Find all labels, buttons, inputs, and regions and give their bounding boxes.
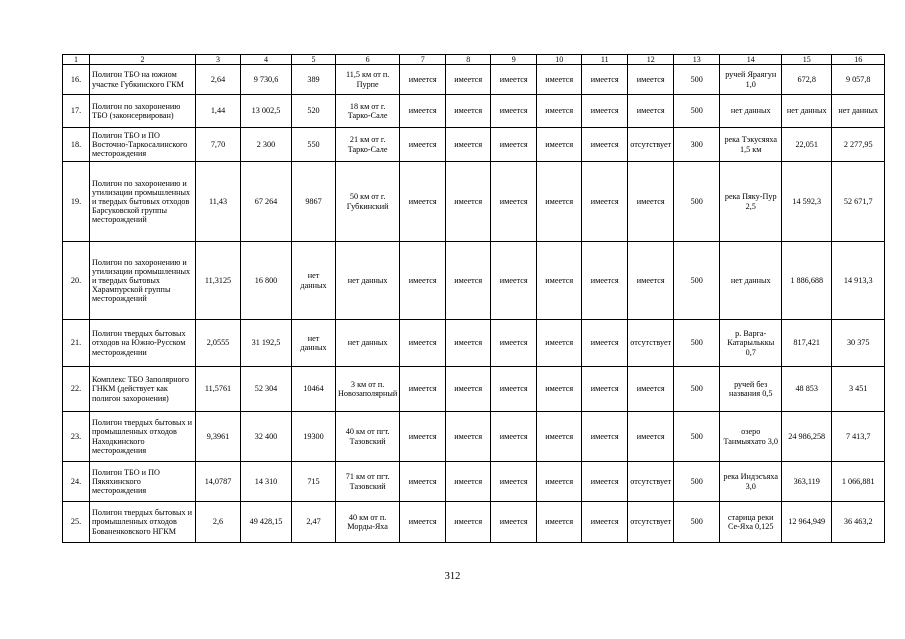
table-cell: имеется (446, 320, 491, 367)
row-number-cell: 16. (63, 65, 90, 95)
table-cell: 16 800 (241, 242, 292, 320)
table-cell: имеется (446, 65, 491, 95)
facility-name-cell: Полигон по захоронению ТБО (законсервирован) (90, 95, 196, 128)
row-number-cell: 25. (63, 502, 90, 543)
table-cell: ручей Яраягун 1,0 (720, 65, 782, 95)
table-cell: имеется (446, 162, 491, 242)
table-cell: 672,8 (782, 65, 832, 95)
table-cell: имеется (400, 128, 446, 162)
table-cell: 52 304 (241, 367, 292, 412)
column-number-cell: 15 (782, 55, 832, 65)
table-cell: отсутствует (628, 320, 674, 367)
table-cell: 2,47 (292, 502, 336, 543)
table-cell: имеется (628, 412, 674, 462)
facility-name-cell: Полигон твердых бытовых отходов на Южно-Русском месторождении (90, 320, 196, 367)
table-cell: имеется (491, 412, 537, 462)
table-cell: нет данных (832, 95, 885, 128)
table-cell: 2,0555 (196, 320, 241, 367)
table-cell: 2 300 (241, 128, 292, 162)
row-number-cell: 20. (63, 242, 90, 320)
facility-name-cell: Комплекс ТБО Заполярного ГНКМ (действует как полигон захоронения) (90, 367, 196, 412)
table-cell: 50 км от г. Губкинский (336, 162, 400, 242)
table-cell: имеется (537, 128, 582, 162)
table-cell: р. Варга-Катарыльккы 0,7 (720, 320, 782, 367)
table-cell: 2,6 (196, 502, 241, 543)
table-cell: имеется (400, 367, 446, 412)
table-cell: имеется (491, 95, 537, 128)
table-cell: имеется (628, 242, 674, 320)
table-row (63, 65, 885, 95)
column-number-cell: 13 (674, 55, 720, 65)
table-cell: имеется (537, 367, 582, 412)
row-number-cell: 24. (63, 462, 90, 502)
facility-name-cell: Полигон твердых бытовых и промышленных отходов Бованенковского НГКМ (90, 502, 196, 543)
row-number-cell: 17. (63, 95, 90, 128)
table-cell: 24 986,258 (782, 412, 832, 462)
table-cell: озеро Танмыяхато 3,0 (720, 412, 782, 462)
table-cell: имеется (628, 95, 674, 128)
table-cell: 2 277,95 (832, 128, 885, 162)
table-cell: 14 913,3 (832, 242, 885, 320)
column-number-cell: 5 (292, 55, 336, 65)
table-cell: имеется (582, 95, 628, 128)
table-row (63, 462, 885, 502)
table-cell: 9867 (292, 162, 336, 242)
table-cell: имеется (582, 462, 628, 502)
table-cell: имеется (491, 242, 537, 320)
table-row (63, 162, 885, 242)
facility-name-cell: Полигон твердых бытовых и промышленных отходов Находкинского месторождения (90, 412, 196, 462)
table-cell: имеется (537, 242, 582, 320)
table-cell: 500 (674, 502, 720, 543)
table-cell: имеется (537, 162, 582, 242)
table-cell: 3 км от п. Новозаполярный (336, 367, 400, 412)
table-cell: 49 428,15 (241, 502, 292, 543)
table-cell: имеется (400, 412, 446, 462)
table-cell: имеется (400, 162, 446, 242)
table-cell: ручей без названия 0,5 (720, 367, 782, 412)
table-cell: 7 413,7 (832, 412, 885, 462)
table-cell: имеется (400, 320, 446, 367)
table-cell: имеется (582, 367, 628, 412)
table-cell: нет данных (336, 242, 400, 320)
table-cell: 817,421 (782, 320, 832, 367)
table-cell: 500 (674, 462, 720, 502)
facility-name-cell: Полигон ТБО на южном участке Губкинского ГКМ (90, 65, 196, 95)
table-cell: 12 964,949 (782, 502, 832, 543)
table-cell: 71 км от пгт. Тазовский (336, 462, 400, 502)
table-row (63, 128, 885, 162)
column-number-cell: 11 (582, 55, 628, 65)
table-row (63, 367, 885, 412)
row-number-cell: 21. (63, 320, 90, 367)
column-number-cell: 12 (628, 55, 674, 65)
table-cell: имеется (446, 242, 491, 320)
table-cell: имеется (628, 367, 674, 412)
table-cell: имеется (582, 242, 628, 320)
table-cell: 11,3125 (196, 242, 241, 320)
table-row (63, 320, 885, 367)
table-cell: 30 375 (832, 320, 885, 367)
table-cell: 48 853 (782, 367, 832, 412)
table-cell: 363,119 (782, 462, 832, 502)
table-cell: имеется (582, 65, 628, 95)
table-cell: 11,43 (196, 162, 241, 242)
table-cell: имеется (400, 65, 446, 95)
table-cell: 500 (674, 242, 720, 320)
table-cell: имеется (582, 320, 628, 367)
table-cell: имеется (491, 162, 537, 242)
table-cell: 40 км от п. Морды-Яха (336, 502, 400, 543)
table-cell: 715 (292, 462, 336, 502)
table-cell: имеется (446, 128, 491, 162)
table-cell: имеется (582, 502, 628, 543)
table-cell: 550 (292, 128, 336, 162)
table-cell: имеется (491, 462, 537, 502)
column-number-cell: 1 (63, 55, 90, 65)
table-cell: 14,0787 (196, 462, 241, 502)
table-cell: имеется (491, 320, 537, 367)
table-cell: 520 (292, 95, 336, 128)
table-cell: имеется (537, 462, 582, 502)
table-cell: нет данных (720, 242, 782, 320)
table-cell: нет данных (336, 320, 400, 367)
table-body (63, 55, 885, 543)
facility-name-cell: Полигон по захоронению и утилизации промышленных и твердых бытовых отходов Барсуковской группы месторождений (90, 162, 196, 242)
facility-name-cell: Полигон по захоронению и утилизации промышленных и твердых бытовых Харампурской группы месторождений (90, 242, 196, 320)
table-cell: 18 км от г. Тарко-Сале (336, 95, 400, 128)
column-number-cell: 9 (491, 55, 537, 65)
table-cell: река Индэсъяха 3,0 (720, 462, 782, 502)
column-number-cell: 2 (90, 55, 196, 65)
table-cell: имеется (537, 320, 582, 367)
column-number-cell: 3 (196, 55, 241, 65)
table-cell: 500 (674, 95, 720, 128)
table-cell: 10464 (292, 367, 336, 412)
table-cell: имеется (446, 367, 491, 412)
table-cell: 300 (674, 128, 720, 162)
table-cell: имеется (537, 412, 582, 462)
column-number-cell: 6 (336, 55, 400, 65)
table-cell: старица реки Се-Яха 0,125 (720, 502, 782, 543)
table-cell: 14 592,3 (782, 162, 832, 242)
table-cell: 21 км от г. Тарко-Сале (336, 128, 400, 162)
table-cell: 9 730,6 (241, 65, 292, 95)
table-cell: 2,64 (196, 65, 241, 95)
table-cell: имеется (446, 462, 491, 502)
table-cell: 7,70 (196, 128, 241, 162)
table-cell: имеется (537, 502, 582, 543)
table-cell: имеется (446, 502, 491, 543)
table-cell: 500 (674, 320, 720, 367)
table-cell: 36 463,2 (832, 502, 885, 543)
table-cell: 40 км от пгт. Тазовский (336, 412, 400, 462)
column-number-cell: 4 (241, 55, 292, 65)
table-cell: имеется (537, 65, 582, 95)
table-cell: 3 451 (832, 367, 885, 412)
table-cell: 500 (674, 162, 720, 242)
facility-name-cell: Полигон ТБО и ПО Пякяхинского месторождения (90, 462, 196, 502)
table-cell: 52 671,7 (832, 162, 885, 242)
table-cell: отсутствует (628, 502, 674, 543)
table-cell: имеется (582, 128, 628, 162)
row-number-cell: 19. (63, 162, 90, 242)
page-number: 312 (444, 571, 461, 582)
table-cell: 13 002,5 (241, 95, 292, 128)
table-cell: 1 066,881 (832, 462, 885, 502)
table-cell: имеется (400, 502, 446, 543)
table-cell: имеется (446, 412, 491, 462)
column-number-cell: 7 (400, 55, 446, 65)
table-cell: 67 264 (241, 162, 292, 242)
table-cell: 9,3961 (196, 412, 241, 462)
table-cell: имеется (491, 502, 537, 543)
table-cell: имеется (582, 412, 628, 462)
table-cell: река Тэкусяяха 1,5 км (720, 128, 782, 162)
table-cell: имеется (446, 95, 491, 128)
table-cell: 11,5761 (196, 367, 241, 412)
row-number-cell: 18. (63, 128, 90, 162)
table-cell: отсутствует (628, 128, 674, 162)
column-number-cell: 10 (537, 55, 582, 65)
table-cell: 22,051 (782, 128, 832, 162)
table-cell: имеется (400, 462, 446, 502)
table-cell: имеется (582, 162, 628, 242)
header-row (63, 55, 885, 65)
table-cell: 500 (674, 65, 720, 95)
table-cell: отсутствует (628, 462, 674, 502)
table-row (63, 95, 885, 128)
table-cell: 500 (674, 412, 720, 462)
table-cell: 31 192,5 (241, 320, 292, 367)
table-cell: имеется (628, 65, 674, 95)
table-cell: имеется (537, 95, 582, 128)
table-cell: 500 (674, 367, 720, 412)
landfill-table (62, 54, 885, 543)
table-row (63, 242, 885, 320)
table-cell: имеется (628, 162, 674, 242)
table-cell: 389 (292, 65, 336, 95)
table-cell: нет данных (782, 95, 832, 128)
table-cell: 1 886,688 (782, 242, 832, 320)
table-cell: река Пяку-Пур 2,5 (720, 162, 782, 242)
table-cell: 32 400 (241, 412, 292, 462)
table-cell: нет данных (292, 242, 336, 320)
table-cell: 11,5 км от п. Пурпе (336, 65, 400, 95)
column-number-cell: 16 (832, 55, 885, 65)
table-cell: 9 057,8 (832, 65, 885, 95)
table-cell: 14 310 (241, 462, 292, 502)
column-number-cell: 14 (720, 55, 782, 65)
row-number-cell: 22. (63, 367, 90, 412)
table-cell: имеется (491, 65, 537, 95)
row-number-cell: 23. (63, 412, 90, 462)
facility-name-cell: Полигон ТБО и ПО Восточно-Таркосалинского месторождения (90, 128, 196, 162)
table-cell: имеется (491, 128, 537, 162)
table-cell: имеется (400, 242, 446, 320)
column-number-cell: 8 (446, 55, 491, 65)
table-cell: 1,44 (196, 95, 241, 128)
table-cell: 19300 (292, 412, 336, 462)
table-row (63, 502, 885, 543)
table-cell: нет данных (720, 95, 782, 128)
table-cell: нет данных (292, 320, 336, 367)
table-cell: имеется (400, 95, 446, 128)
table-row (63, 412, 885, 462)
table-cell: имеется (491, 367, 537, 412)
